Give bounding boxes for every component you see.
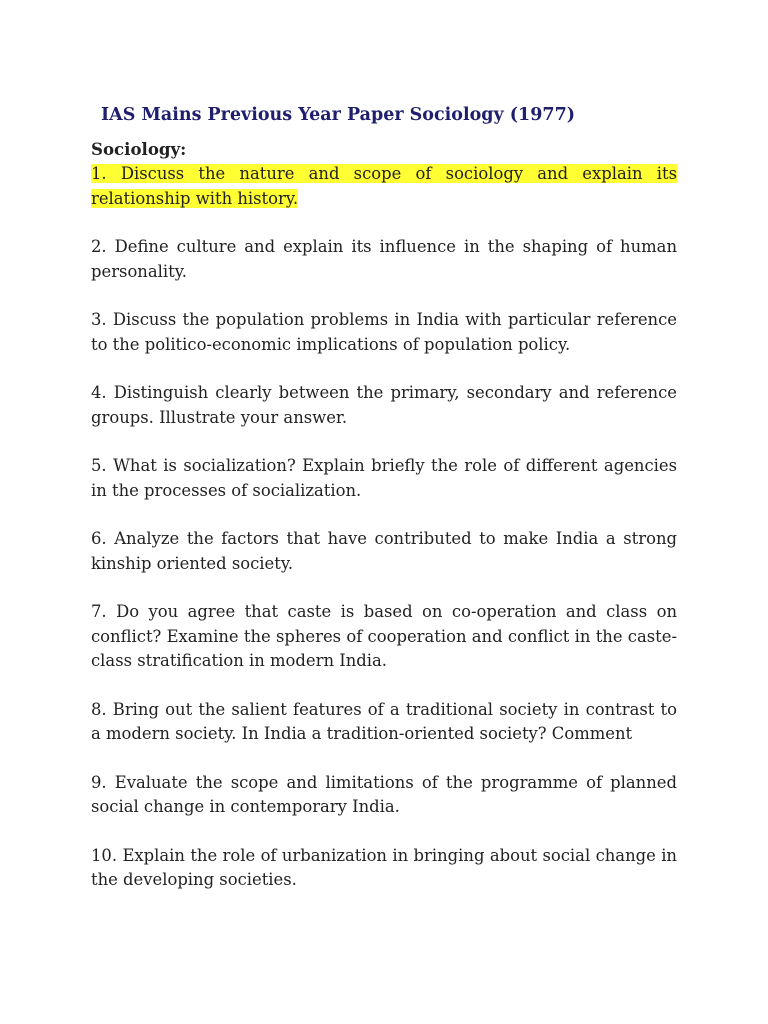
highlighted-question-text: 1. Discuss the nature and scope of sociology and explain its relationship with history. (91, 164, 677, 208)
question-item (91, 162, 677, 211)
question-item: 4. Distinguish clearly between the primary, secondary and reference groups. Illustrate your answer. (91, 383, 677, 427)
document-content (91, 98, 677, 917)
question-item: 6. Analyze the factors that have contributed to make India a strong kinship oriented society. (91, 529, 677, 573)
question-item: 9. Evaluate the scope and limitations of the programme of planned social change in contemporary India. (91, 772, 677, 816)
section-heading: Sociology: (91, 139, 187, 159)
question-item: 5. What is socialization? Explain briefly the role of different agencies in the processes of socialization. (91, 456, 677, 500)
question-item: 10. Explain the role of urbanization in bringing about social change in the developing societies. (91, 845, 677, 889)
question-item: 8. Bring out the salient features of a traditional society in contrast to a modern society. In India a tradition-oriented society? Comment (91, 699, 677, 743)
question-item: 7. Do you agree that caste is based on co-operation and class on conflict? Examine the spheres of cooperation and conflict in the caste-class stratification in modern India. (91, 602, 677, 670)
page-title: IAS Mains Previous Year Paper Sociology (1977) (101, 105, 576, 125)
question-item: 3. Discuss the population problems in India with particular reference to the politico-economic implications of population policy. (91, 310, 677, 354)
question-item: 2. Define culture and explain its influence in the shaping of human personality. (91, 237, 677, 281)
